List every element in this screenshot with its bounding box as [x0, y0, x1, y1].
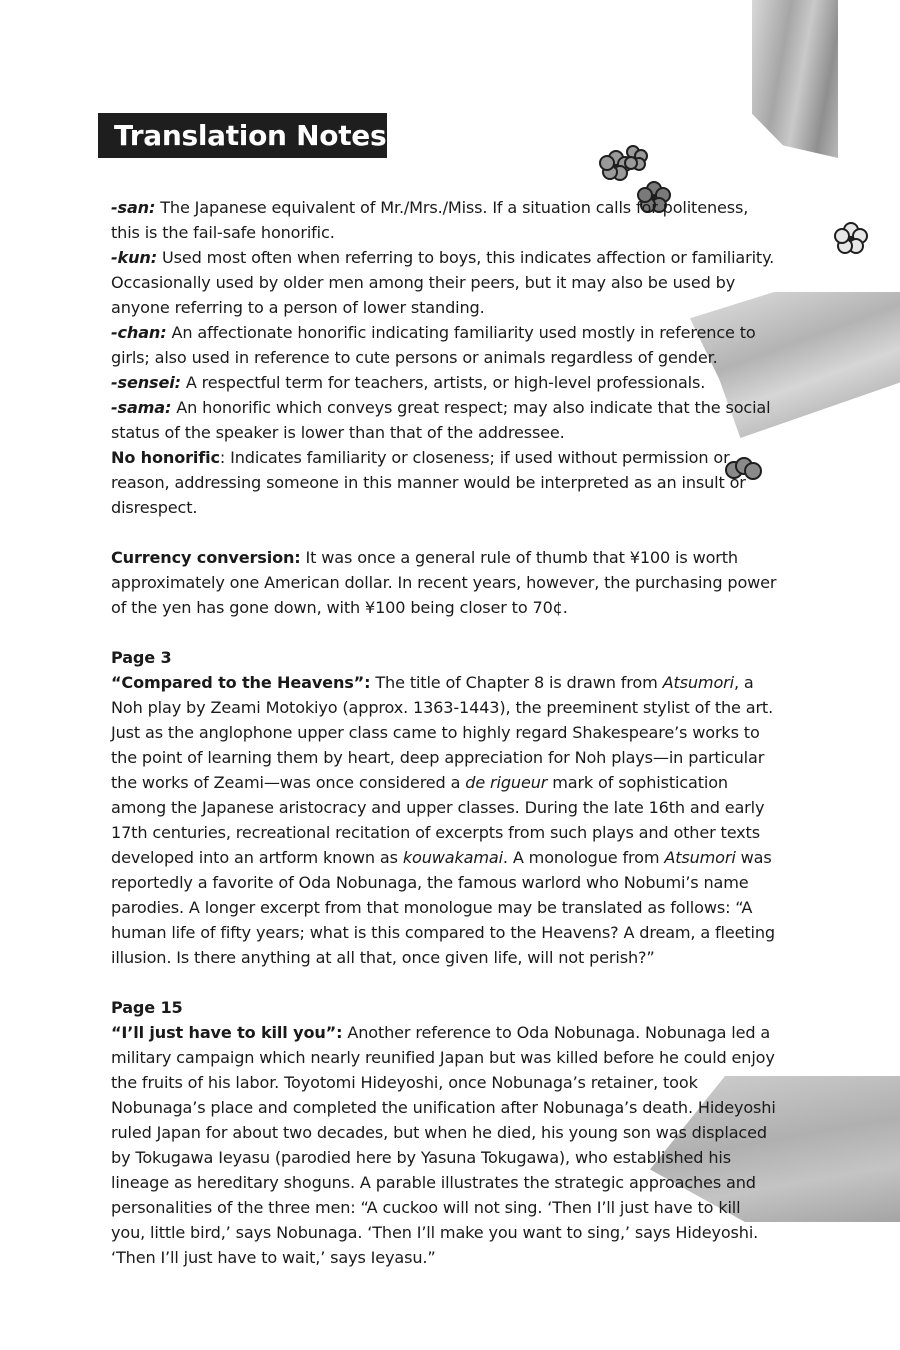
note-term: -sensei:: [111, 373, 181, 392]
tape-decoration-top: [752, 0, 838, 158]
translation-notes-body: [111, 195, 779, 1270]
page-3-heading: Page 3: [111, 648, 172, 667]
note-term: Currency conversion:: [111, 548, 301, 567]
flower-icon: [832, 221, 870, 255]
note-term: “Compared to the Heavens”:: [111, 673, 371, 692]
note-term: No honorific: [111, 448, 220, 467]
note-text: . A monologue from: [502, 848, 665, 867]
note-text: The Japanese equivalent of Mr./Mrs./Miss. If a situation calls for politeness, this is the fail-safe honorific.: [111, 198, 749, 242]
note-no-honorific: [111, 445, 779, 520]
note-text: mark of sophistication among the Japanese aristocracy and upper classes. During the late 16th and early 17th centuries, recreational recitation of excerpts from such plays and other texts developed into an artform known as: [111, 773, 765, 867]
note-kun: [111, 245, 779, 320]
note-compared-to-heavens: [111, 670, 779, 970]
note-italic: kouwakamai: [402, 848, 503, 867]
page-15-heading: Page 15: [111, 998, 183, 1017]
note-currency: [111, 545, 779, 620]
note-text: Another reference to Oda Nobunaga. Nobunaga led a military campaign which nearly reunified Japan but was killed before he could enjoy the fruits of his labor. Toyotomi Hideyoshi, once Nobunaga’s retainer, took Nobunaga’s place and completed the unification after Nobunaga’s death. Hideyoshi ruled Japan for about two decades, but when he died, his young son was displaced by Tokugawa Ieyasu (parodied here by Yasuna Tokugawa), who established his lineage as hereditary shoguns. A parable illustrates the strategic approaches and personalities of the three men: “A cuckoo will not sing. ‘Then I’ll just have to kill you, little bird,’ says Nobunaga. ‘Then I’ll make you want to sing,’ says Hideyoshi. ‘Then I’ll just have to wait,’ says Ieyasu.”: [111, 1023, 776, 1267]
note-term: -sama:: [111, 398, 172, 417]
note-italic: de rigueur: [465, 773, 548, 792]
note-text: : Indicates familiarity or closeness; if used without permission or reason, addressing someone in this manner would be interpreted as an insult or disrespect.: [111, 448, 746, 517]
note-term: “I’ll just have to kill you”:: [111, 1023, 343, 1042]
note-italic: Atsumori: [662, 673, 734, 692]
note-kill-you: [111, 1020, 779, 1270]
note-italic: Atsumori: [664, 848, 736, 867]
note-text: It was once a general rule of thumb that ¥100 is worth approximately one American dollar. In recent years, however, the purchasing power of the yen has gone down, with ¥100 being closer to 70¢.: [111, 548, 777, 617]
note-chan: [111, 320, 779, 370]
note-term: -san:: [111, 198, 156, 217]
page-title: Translation Notes: [98, 113, 387, 158]
note-text: Used most often when referring to boys, this indicates affection or familiarity. Occasionally used by older men among their peers, but it may also be used by anyone referring to a person of lower standing.: [111, 248, 775, 317]
note-text: was reportedly a favorite of Oda Nobunaga, the famous warlord who Nobumi’s name parodies. A longer excerpt from that monologue may be translated as follows: “A human life of fifty years; what is this compared to the Heavens? A dream, a fleeting illusion. Is there anything at all that, once given life, will not perish?”: [111, 848, 775, 967]
note-text: , a Noh play by Zeami Motokiyo (approx. 1363-1443), the preeminent stylist of the art. Just as the anglophone upper class came to highly regard Shakespeare’s works to the point of learning them by heart, deep appreciation for Noh plays—in particular the works of Zeami—was once considered a: [111, 673, 774, 792]
note-san: [111, 195, 779, 245]
note-sensei: [111, 370, 779, 395]
note-term: -kun:: [111, 248, 157, 267]
note-text: The title of Chapter 8 is drawn from: [370, 673, 663, 692]
note-text: An honorific which conveys great respect; may also indicate that the social status of the speaker is lower than that of the addressee.: [111, 398, 771, 442]
note-text: A respectful term for teachers, artists, or high-level professionals.: [180, 373, 706, 392]
note-term: -chan:: [111, 323, 167, 342]
note-text: An affectionate honorific indicating familiarity used mostly in reference to girls; also used in reference to cute persons or animals regardless of gender.: [111, 323, 756, 367]
note-sama: [111, 395, 779, 445]
